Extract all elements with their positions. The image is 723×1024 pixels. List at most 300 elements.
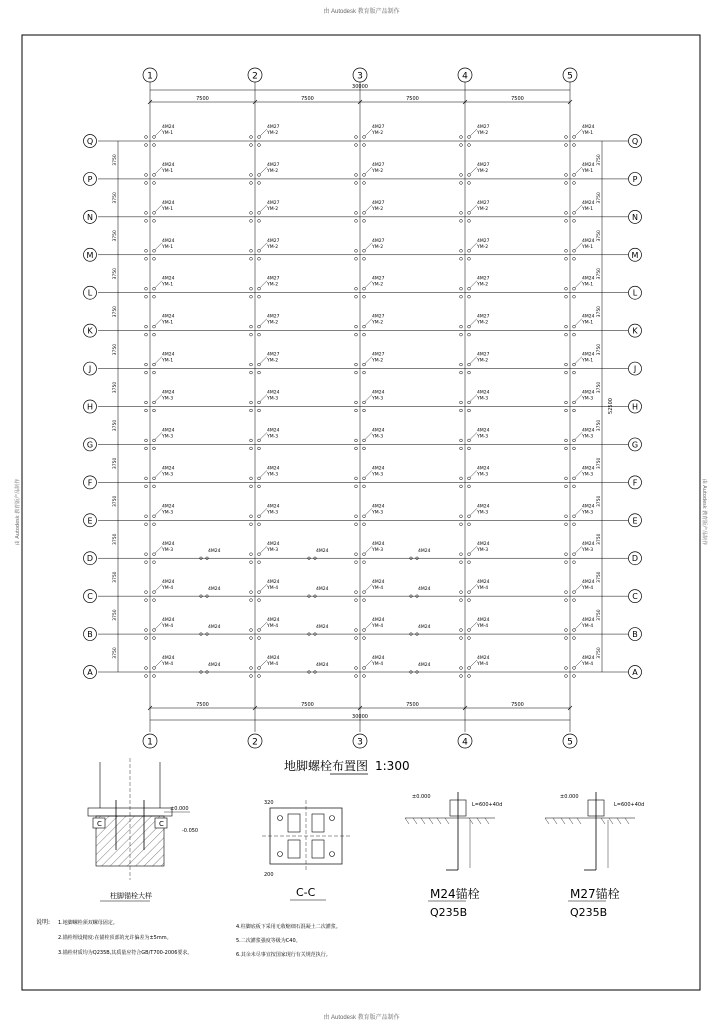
bolt-hole: [145, 144, 148, 147]
bolt-type: YM-2: [372, 206, 384, 212]
bolt-group: [565, 655, 595, 677]
bolt-hole: [145, 637, 148, 640]
dim-row-left: 3750: [113, 533, 118, 545]
bolt-type: YM-4: [372, 662, 384, 667]
bolt-leader: [470, 546, 477, 553]
bolt-spec: 4M24: [208, 663, 221, 668]
bolt-hole: [355, 553, 358, 556]
row-axis-label-right: Q: [631, 137, 639, 146]
bolt-group: [565, 541, 595, 563]
bolt-spec: 4M24: [267, 504, 280, 510]
bolt-hole: [250, 295, 253, 298]
bolt-spec: 4M24: [477, 390, 490, 396]
bolt-hole: [250, 599, 253, 602]
dim-row-left: 3750: [113, 457, 118, 470]
bolt-hole: [355, 371, 358, 374]
bolt-leader: [260, 357, 267, 364]
row-axis-label-right: H: [631, 402, 639, 412]
elev-bottom: -0.050: [182, 828, 199, 834]
bolt-hole: [565, 675, 568, 678]
row-axis-label-right: C: [632, 592, 638, 602]
bolt-spec: 4M24: [582, 314, 595, 320]
bolt-hole: [153, 561, 156, 564]
dim-row-right: 3750: [597, 533, 602, 545]
bolt-hole: [153, 629, 156, 632]
bolt-spec: 4M24: [162, 314, 175, 320]
bolt-hole: [250, 182, 253, 185]
bolt-hole: [363, 439, 366, 442]
bolt-hole: [250, 219, 253, 222]
bolt-hole: [565, 295, 568, 298]
bolt-hole: [145, 363, 148, 366]
bolt-type: YM-4: [267, 662, 279, 667]
bolt-leader: [260, 395, 267, 402]
bolt-hole: [573, 591, 576, 594]
bolt-leader: [260, 205, 267, 212]
bolt-spec: 4M24: [372, 542, 385, 548]
bolt-spec: 4M24: [582, 466, 595, 472]
bolt-leader: [365, 357, 372, 364]
bolt-hole: [258, 409, 261, 412]
row-axis-label-right: L: [632, 288, 638, 298]
bolt-hole: [460, 629, 463, 632]
bolt-hole: [468, 144, 471, 147]
bolt-type: YM-4: [162, 662, 174, 667]
cc-detail-title: C-C: [296, 886, 316, 899]
bolt-hole: [565, 219, 568, 222]
bolt-spec: 4M24: [477, 656, 490, 661]
row-axis-label-left: N: [87, 212, 93, 222]
note-5: 5.二次灌浆强度等级为C40。: [236, 938, 301, 944]
bolt-hole: [363, 599, 366, 602]
dim-row-right: 3750: [597, 154, 602, 166]
bolt-leader: [470, 470, 477, 477]
bolt-leader: [470, 622, 477, 629]
bolt-group: [355, 352, 385, 374]
bolt-hole: [355, 515, 358, 518]
bolt-leader: [575, 319, 582, 326]
bolt-spec: 4M24: [477, 428, 490, 434]
bolt-hole: [145, 219, 148, 222]
dim-row-right: 3750: [597, 343, 602, 356]
bolt-hole: [460, 257, 463, 260]
bolt-group: [250, 200, 280, 222]
bolt-spec: 4M24: [316, 587, 329, 593]
bolt-group: [355, 314, 385, 336]
bolt-group: [145, 200, 175, 222]
bolt-group-secondary: [308, 624, 329, 635]
bolt-hole: [153, 477, 156, 480]
row-axis-label-right: F: [632, 478, 638, 488]
bolt-group: [250, 503, 280, 525]
dim-row-left: 3750: [113, 230, 118, 242]
bolt-hole: [468, 219, 471, 222]
bolt-hole: [565, 409, 568, 412]
bolt-hole: [573, 144, 576, 147]
bolt-type: YM-4: [162, 586, 174, 592]
bolt-spec: 4M24: [582, 125, 595, 130]
row-axis-label-right: A: [632, 668, 638, 677]
bolt-leader: [155, 508, 162, 515]
m27-bolt-detail: [545, 792, 644, 919]
bolt-hole: [153, 591, 156, 594]
bolt-spec: 4M24: [477, 618, 490, 624]
bolt-group: [355, 617, 385, 639]
dim-row-left: 3750: [113, 495, 118, 508]
bolt-leader: [260, 622, 267, 629]
bolt-hole: [573, 295, 576, 298]
dim-row-total: 52500: [608, 398, 614, 414]
dim-bay-bottom: 7500: [511, 702, 524, 708]
bolt-type: YM-2: [477, 168, 489, 174]
bolt-leader: [260, 470, 267, 477]
bolt-leader: [155, 129, 162, 136]
bolt-group: [145, 503, 175, 525]
bolt-leader: [575, 395, 582, 402]
bolt-spec: 4M24: [162, 580, 175, 586]
bolt-hole: [363, 553, 366, 556]
bolt-spec: 4M24: [267, 656, 280, 661]
bolt-type: YM-2: [372, 244, 384, 250]
bolt-type: YM-3: [372, 396, 384, 402]
dim-total-top: 30000: [352, 84, 368, 90]
bolt-type: YM-2: [372, 131, 384, 136]
dim-row-right: 3750: [597, 192, 602, 204]
bolt-leader: [470, 167, 477, 174]
row-axis-label-left: L: [87, 288, 93, 298]
dim-row-left: 3750: [113, 343, 118, 356]
bolt-type: YM-4: [582, 586, 594, 592]
bolt-type: YM-3: [267, 472, 279, 478]
bolt-hole: [153, 523, 156, 526]
bolt-leader: [260, 546, 267, 553]
bolt-hole: [468, 439, 471, 442]
cc-section-detail: [262, 800, 350, 900]
row-axis-label-left: M: [86, 250, 94, 260]
watermark-left: 由 Autodesk 教育版产品制作: [15, 478, 21, 546]
bolt-hole: [355, 287, 358, 290]
bolt-type: YM-2: [267, 320, 279, 326]
bolt-spec: 4M24: [582, 276, 595, 282]
bolt-hole: [573, 477, 576, 480]
bolt-type: YM-4: [372, 624, 384, 630]
bolt-type: YM-3: [372, 434, 384, 440]
dim-bay-top: 7500: [406, 96, 419, 102]
bolt-hole: [468, 325, 471, 328]
bolt-group: [460, 162, 490, 184]
bolt-spec: 4M24: [418, 549, 431, 555]
bolt-hole: [565, 182, 568, 185]
bolt-type: YM-4: [477, 662, 489, 667]
row-axis-label-right: D: [631, 554, 639, 564]
bolt-hole: [145, 136, 148, 139]
bolt-leader: [260, 243, 267, 250]
dim-row-right: 3750: [597, 647, 602, 659]
bolt-hole: [363, 401, 366, 404]
m24-embed: L=600+40d: [472, 802, 503, 808]
dim-total-bottom: 30000: [352, 714, 368, 720]
bolt-spec: 4M24: [316, 549, 329, 555]
bolt-group: [355, 276, 385, 298]
bolt-type: YM-3: [477, 472, 489, 478]
bolt-spec: 4M27: [267, 314, 280, 320]
bolt-hole: [355, 629, 358, 632]
bolt-leader: [365, 660, 372, 667]
bolt-hole: [258, 287, 261, 290]
bolt-spec: 4M27: [372, 162, 385, 168]
bolt-hole: [468, 363, 471, 366]
bolt-spec: 4M24: [372, 618, 385, 624]
bolt-group: [250, 541, 280, 563]
bolt-leader: [575, 508, 582, 515]
bolt-leader: [470, 129, 477, 136]
dim-row-right: 3750: [597, 419, 602, 432]
bolt-hole: [573, 561, 576, 564]
bolt-leader: [365, 167, 372, 174]
bolt-type: YM-4: [267, 586, 279, 592]
bolt-hole: [460, 287, 463, 290]
bolt-hole: [250, 523, 253, 526]
dim-row-left: 3750: [113, 647, 118, 659]
notes-label: 说明:: [36, 919, 51, 926]
bolt-hole: [355, 211, 358, 214]
bolt-spec: 4M24: [267, 466, 280, 472]
bolt-hole: [565, 333, 568, 336]
bolt-hole: [250, 409, 253, 412]
bolt-hole: [565, 439, 568, 442]
bolt-group: [355, 541, 385, 563]
bolt-group: [145, 427, 175, 449]
bolt-spec: 4M27: [267, 276, 280, 282]
dim-bay-bottom: 7500: [196, 702, 209, 708]
bolt-hole: [145, 325, 148, 328]
bolt-group: [460, 124, 490, 146]
bolt-spec: 4M24: [418, 663, 431, 668]
bolt-group: [145, 617, 175, 639]
dim-bay-top: 7500: [511, 96, 524, 102]
bolt-hole: [258, 523, 261, 526]
bolt-type: YM-3: [162, 434, 174, 440]
bolt-hole: [460, 333, 463, 336]
bolt-leader: [365, 508, 372, 515]
bolt-hole: [573, 447, 576, 450]
row-axis-label-right: K: [632, 326, 638, 336]
bolt-spec: 4M24: [162, 352, 175, 358]
bolt-hole: [363, 144, 366, 147]
bolt-type: YM-2: [477, 244, 489, 250]
bolt-group: [250, 124, 280, 146]
bolt-hole: [363, 249, 366, 252]
bolt-hole: [145, 553, 148, 556]
bolt-leader: [155, 470, 162, 477]
bolt-hole: [460, 401, 463, 404]
bolt-hole: [258, 599, 261, 602]
bolt-hole: [250, 363, 253, 366]
bolt-type: YM-3: [267, 548, 279, 554]
bolt-hole: [573, 249, 576, 252]
bolt-hole: [573, 401, 576, 404]
bolt-spec: 4M24: [162, 390, 175, 396]
bolt-hole: [363, 257, 366, 260]
section-mark-right: C: [159, 820, 164, 828]
bolt-hole: [363, 409, 366, 412]
note-6: 6.其余未尽事宜按国家现行有关规范执行。: [236, 952, 331, 958]
bolt-hole: [565, 667, 568, 670]
bolt-group: [250, 162, 280, 184]
bolt-spec: 4M24: [582, 238, 595, 244]
bolt-hole: [145, 401, 148, 404]
bolt-group: [145, 124, 175, 146]
bolt-hole: [460, 561, 463, 564]
bolt-hole: [250, 439, 253, 442]
bolt-hole: [460, 363, 463, 366]
bolt-hole: [153, 325, 156, 328]
bolt-spec: 4M27: [372, 200, 385, 206]
bolt-leader: [470, 660, 477, 667]
bolt-hole: [250, 485, 253, 488]
bolt-group: [250, 276, 280, 298]
bolt-spec: 4M27: [372, 352, 385, 358]
bolt-type: YM-1: [162, 282, 174, 288]
bolt-hole: [153, 439, 156, 442]
bolt-hole: [153, 667, 156, 670]
bolt-group: [250, 352, 280, 374]
bolt-hole: [565, 144, 568, 147]
bolt-hole: [145, 333, 148, 336]
row-axis-label-left: K: [87, 326, 93, 336]
bolt-leader: [260, 167, 267, 174]
bolt-spec: 4M24: [582, 162, 595, 168]
bolt-hole: [355, 561, 358, 564]
bolt-hole: [258, 136, 261, 139]
bolt-hole: [355, 182, 358, 185]
bolt-hole: [355, 439, 358, 442]
bolt-hole: [460, 249, 463, 252]
bolt-type: YM-2: [372, 358, 384, 364]
elev-top: ±0.000: [170, 806, 189, 812]
col-axis-label-bottom: 3: [357, 737, 363, 748]
bolt-hole: [153, 287, 156, 290]
notes-block: [36, 918, 341, 958]
bolt-hole: [573, 333, 576, 336]
bolt-spec: 4M27: [267, 200, 280, 206]
bolt-hole: [153, 174, 156, 177]
m27-detail-material: Q235B: [570, 906, 608, 919]
bolt-spec: 4M24: [267, 580, 280, 586]
bolt-hole: [355, 667, 358, 670]
bolt-group: [145, 390, 175, 412]
bolt-type: YM-2: [372, 168, 384, 174]
bolt-hole: [250, 136, 253, 139]
bolt-spec: 4M24: [316, 663, 329, 668]
bolt-group: [460, 503, 490, 525]
bolt-hole: [565, 174, 568, 177]
bolt-type: YM-3: [267, 396, 279, 402]
row-axis-label-left: P: [87, 174, 93, 184]
row-axis-label-left: F: [87, 478, 93, 488]
bolt-hole: [145, 174, 148, 177]
bolt-type: YM-1: [582, 206, 594, 212]
bolt-hole: [573, 174, 576, 177]
bolt-hole: [460, 599, 463, 602]
row-axis-label-right: N: [632, 212, 638, 222]
bolt-hole: [460, 211, 463, 214]
note-3: 3.锚栓材质均为Q235B,其质量应符合GB/T700-2006要求。: [58, 950, 193, 956]
bolt-hole: [145, 667, 148, 670]
bolt-hole: [468, 211, 471, 214]
bolt-spec: 4M24: [582, 580, 595, 586]
bolt-leader: [575, 167, 582, 174]
bolt-type: YM-2: [267, 206, 279, 212]
bolt-leader: [260, 319, 267, 326]
bolt-spec: 4M27: [477, 276, 490, 282]
bolt-group: [145, 276, 175, 298]
bolt-leader: [155, 281, 162, 288]
m24-bolt-detail: [405, 792, 502, 919]
bolt-hole: [363, 219, 366, 222]
bolt-leader: [470, 584, 477, 591]
col-axis-label-bottom: 1: [147, 737, 153, 748]
bolt-leader: [575, 622, 582, 629]
bolt-hole: [153, 182, 156, 185]
bolt-spec: 4M24: [162, 504, 175, 510]
bolt-hole: [153, 553, 156, 556]
bolt-type: YM-1: [162, 320, 174, 326]
bolt-hole: [145, 591, 148, 594]
bolt-leader: [470, 281, 477, 288]
bolt-spec: 4M24: [582, 390, 595, 396]
watermark-right: 由 Autodesk 教育版产品制作: [701, 478, 707, 546]
bolt-hole: [153, 363, 156, 366]
row-axis-label-right: E: [632, 516, 638, 526]
row-axis-label-right: G: [631, 440, 639, 450]
bolt-type: YM-3: [267, 434, 279, 440]
bolt-hole: [145, 629, 148, 632]
bolt-hole: [468, 287, 471, 290]
bolt-leader: [575, 243, 582, 250]
bolt-hole: [363, 485, 366, 488]
bolt-hole: [145, 485, 148, 488]
bolt-spec: 4M24: [477, 466, 490, 472]
bolt-spec: 4M27: [267, 162, 280, 168]
bolt-hole: [468, 629, 471, 632]
bolt-hole: [468, 675, 471, 678]
bolt-hole: [468, 553, 471, 556]
col-axis-label-bottom: 2: [252, 737, 258, 748]
bolt-leader: [575, 357, 582, 364]
bolt-hole: [363, 211, 366, 214]
bolt-hole: [250, 591, 253, 594]
bolt-type: YM-2: [267, 168, 279, 174]
dim-bay-bottom: 7500: [301, 702, 314, 708]
bolt-hole: [355, 249, 358, 252]
bolt-hole: [145, 295, 148, 298]
bolt-group: [145, 465, 175, 487]
bolt-type: YM-2: [267, 244, 279, 250]
bolt-type: YM-2: [477, 320, 489, 326]
bolt-hole: [468, 667, 471, 670]
bolt-group: [565, 390, 595, 412]
bolt-leader: [260, 432, 267, 439]
bolt-hole: [573, 211, 576, 214]
bolt-type: YM-4: [582, 624, 594, 630]
bolt-hole: [460, 439, 463, 442]
bolt-hole: [565, 249, 568, 252]
col-axis-label-top: 2: [252, 71, 258, 82]
bolt-group: [565, 238, 595, 260]
bolt-group: [355, 238, 385, 260]
bolt-leader: [260, 508, 267, 515]
